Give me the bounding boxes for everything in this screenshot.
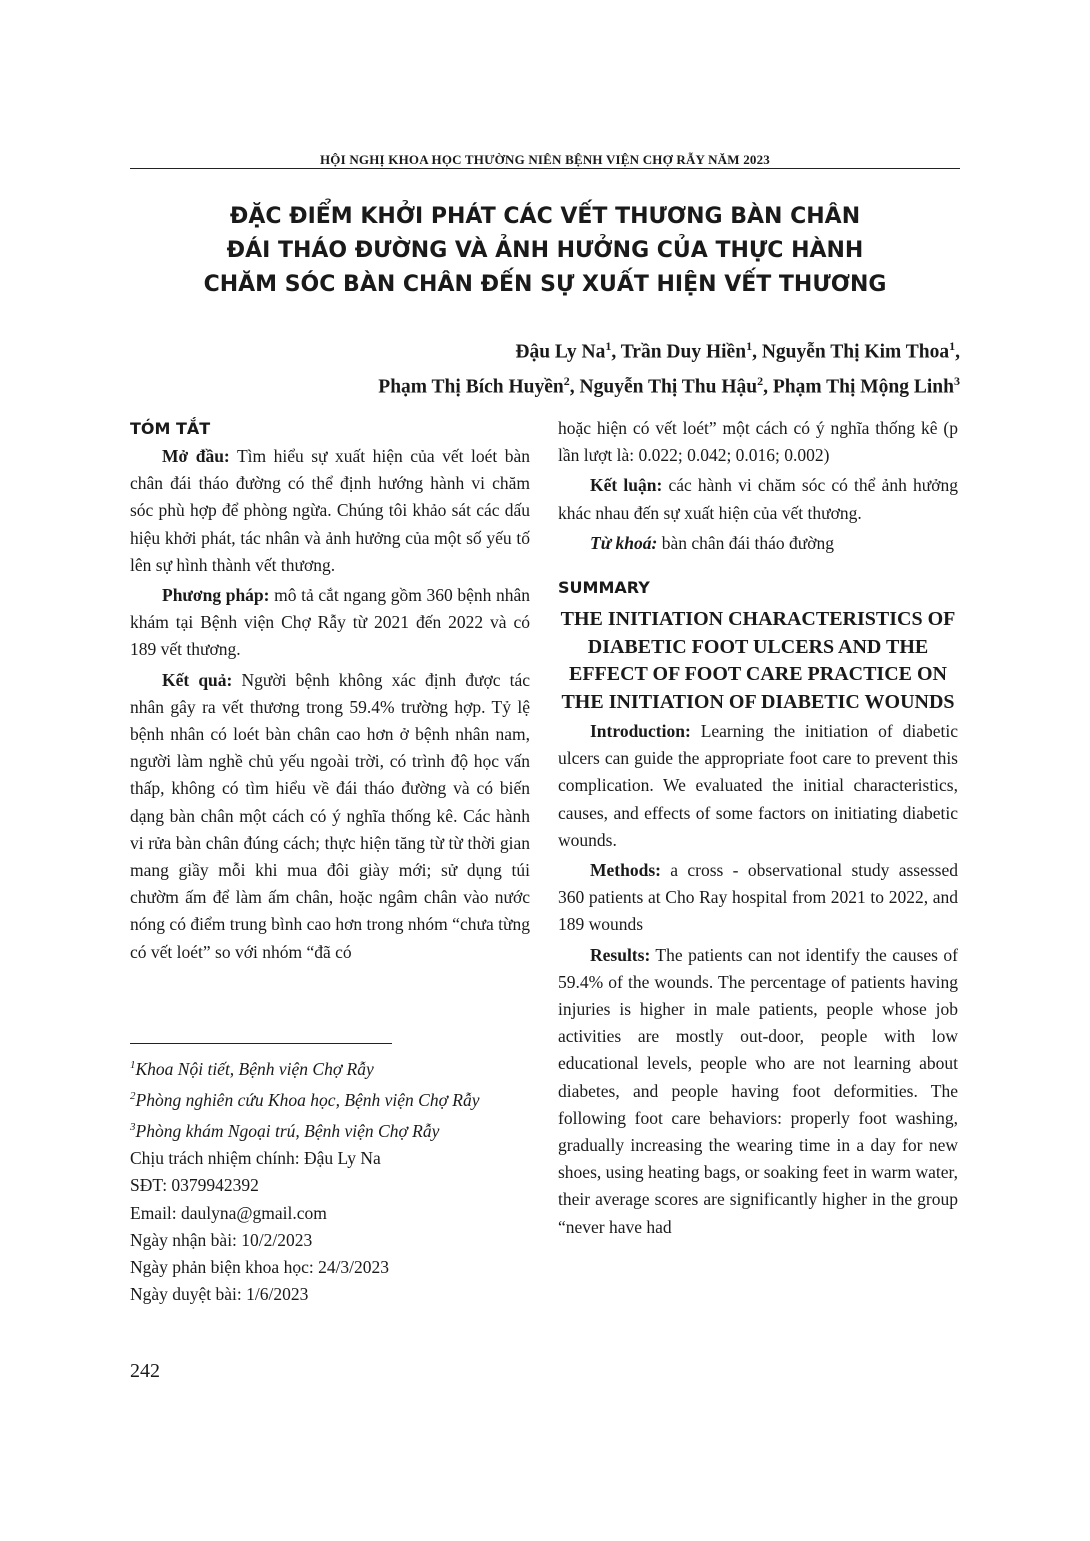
summary-methods <box>558 857 958 939</box>
running-header: HỘI NGHỊ KHOA HỌC THƯỜNG NIÊN BỆNH VIỆN CHỢ RẪY NĂM 2023 <box>320 152 770 167</box>
footnote-marker: 2 <box>130 1090 136 1103</box>
author-affiliation: 1 <box>746 339 753 353</box>
author-line-1 <box>378 332 960 367</box>
keywords-label: Từ khoá: <box>590 532 658 553</box>
right-column <box>558 415 958 1244</box>
left-column <box>130 415 530 969</box>
author-name: Phạm Thị Bích Huyền <box>378 376 564 397</box>
methods-label: Phương pháp: <box>162 585 270 606</box>
author-affiliation: 3 <box>954 373 960 388</box>
page-number: 242 <box>130 1360 160 1382</box>
title-line-3: CHĂM SÓC BÀN CHÂN ĐẾN SỰ XUẤT HIỆN VẾT THƯƠNG <box>203 272 887 297</box>
author-affiliation: 2 <box>757 373 764 388</box>
methods-label-en: Methods: <box>590 860 661 881</box>
author-separator: , <box>763 376 773 397</box>
author-separator: , <box>569 376 580 397</box>
title-line-1: ĐẶC ĐIỂM KHỞI PHÁT CÁC VẾT THƯƠNG BÀN CHÂN <box>229 204 861 229</box>
results-text-en: The patients can not identify the causes of 59.4% of the wounds. The percentage of patients having injuries is higher in male patients, people whose job activities are mostly out-door, people with low educational levels, people who are not learning about diabetes, and people having foot deformities. The following foot care behaviors: properly foot washing, gradually increasing the wearing time in a day for new shoes, using heating bags, or soaking feet in warm water, their average scores are significantly higher in the group “never have had <box>558 944 958 1237</box>
english-title: THE INITIATION CHARACTERISTICS OF DIABETIC FOOT ULCERS AND THE EFFECT OF FOOT CARE PRACTICE ON THE INITIATION OF DIABETIC WOUNDS <box>560 608 956 713</box>
summary-heading: SUMMARY <box>558 578 650 598</box>
author-separator: , <box>752 341 762 363</box>
corresponding-author: Chịu trách nhiệm chính: Đậu Ly Na <box>130 1148 381 1169</box>
author-name: Nguyễn Thị Kim Thoa <box>761 341 950 363</box>
intro-label: Mở đầu: <box>162 446 230 466</box>
article-title <box>130 200 960 302</box>
author-list <box>378 332 960 401</box>
author-name: Nguyễn Thị Thu Hậu <box>579 376 758 397</box>
accepted-date: Ngày duyệt bài: 1/6/2023 <box>130 1284 309 1305</box>
footnote-affiliation-1 <box>130 1052 530 1083</box>
author-name: Phạm Thị Mộng Linh <box>772 376 954 397</box>
results-label: Kết quả: <box>162 669 233 690</box>
author-line-2 <box>378 367 960 402</box>
introduction-label: Introduction: <box>590 721 691 742</box>
author-affiliation: 1 <box>949 339 956 353</box>
methods-text: mô tả cắt ngang gồm 360 bệnh nhân khám tại Bệnh viện Chợ Rẫy từ 2021 đến 2022 và có 189 vết thương. <box>130 585 530 660</box>
review-date: Ngày phản biện khoa học: 24/3/2023 <box>130 1256 390 1277</box>
footnote-text: Khoa Nội tiết, Bệnh viện Chợ Rẫy <box>135 1058 374 1079</box>
conclusion-text: các hành vi chăm sóc có thể ảnh hưởng khác nhau đến sự xuất hiện của vết thương. <box>558 475 958 523</box>
results-label-en: Results: <box>590 944 651 965</box>
intro-text: Tìm hiểu sự xuất hiện của vết loét bàn chân đái tháo đường có thể định hướng hành vi chăm sóc phù hợp để phòng ngừa. Chúng tôi khảo sát các dấu hiệu khởi phát, tác nhân và ảnh hưởng của một số yếu tố lên sự hình thành vết thương. <box>130 446 530 575</box>
keywords <box>558 530 958 557</box>
header-rule <box>130 168 960 169</box>
footnotes <box>130 1042 530 1308</box>
abstract-conclusion <box>558 472 958 526</box>
footnote-text: Phòng khám Ngoại trú, Bệnh viện Chợ Rẫy <box>135 1120 440 1141</box>
footnote-affiliation-2 <box>130 1083 530 1114</box>
abstract-heading: TÓM TẮT <box>130 419 211 438</box>
summary-results <box>558 942 958 1241</box>
phone-number: SĐT: 0379942392 <box>130 1175 259 1196</box>
abstract-intro <box>130 443 530 579</box>
author-separator: , <box>955 341 960 363</box>
abstract-results <box>130 667 530 966</box>
author-affiliation: 2 <box>563 373 570 388</box>
conclusion-label: Kết luận: <box>590 475 663 496</box>
footnote-marker: 1 <box>130 1059 136 1071</box>
title-line-2: ĐÁI THÁO ĐƯỜNG VÀ ẢNH HƯỞNG CỦA THỰC HÀNH <box>226 238 864 263</box>
methods-text-en: a cross - observational study assessed 360 patients at Cho Ray hospital from 2021 to 2022, and 189 wounds <box>558 860 958 935</box>
summary-introduction <box>558 718 958 854</box>
footnote-marker: 3 <box>130 1121 136 1134</box>
author-separator: , <box>611 341 621 363</box>
author-name: Trần Duy Hiền <box>620 341 747 363</box>
footnote-text: Phòng nghiên cứu Khoa học, Bệnh viện Chợ Rẫy <box>135 1089 480 1110</box>
author-name: Đậu Ly Na <box>515 341 606 363</box>
received-date: Ngày nhận bài: 10/2/2023 <box>130 1229 313 1250</box>
author-affiliation: 1 <box>605 339 612 353</box>
abstract-methods <box>130 582 530 664</box>
results-text: Người bệnh không xác định được tác nhân gây ra vết thương trong 59.4% trường hợp. Tỷ lệ bệnh nhân có loét bàn chân cao hơn ở bệnh nhân nam, người làm nghề chủ yếu ngoài trời, có trình độ học vấn thấp, không có tìm hiểu về đái tháo đường và có biến dạng bàn chân một cách có ý nghĩa thống kê. Các hành vi rửa bàn chân đúng cách; thực hiện tăng từ từ thời gian mang giầy mỗi khi mua đôi giày mới; sử dụng túi chườm ấm để làm ấm chân, hoặc ngâm chân vào nước nóng có điểm trung bình cao hơn trong nhóm “chưa từng có vết loét” so với nhóm “đã có <box>130 669 531 962</box>
footnote-affiliation-3 <box>130 1114 530 1145</box>
introduction-text: Learning the initiation of diabetic ulcers can guide the appropriate foot care to prevent this complication. We evaluated the initial characteristics, causes, and effects of some factors on initiating diabetic wounds. <box>558 721 958 850</box>
email-address: Email: daulyna@gmail.com <box>130 1202 327 1223</box>
keywords-text: bàn chân đái tháo đường <box>657 532 835 553</box>
results-continued: hoặc hiện có vết loét” một cách có ý nghĩa thống kê (p lần lượt là: 0.022; 0.042; 0.016; 0.002) <box>558 418 958 466</box>
